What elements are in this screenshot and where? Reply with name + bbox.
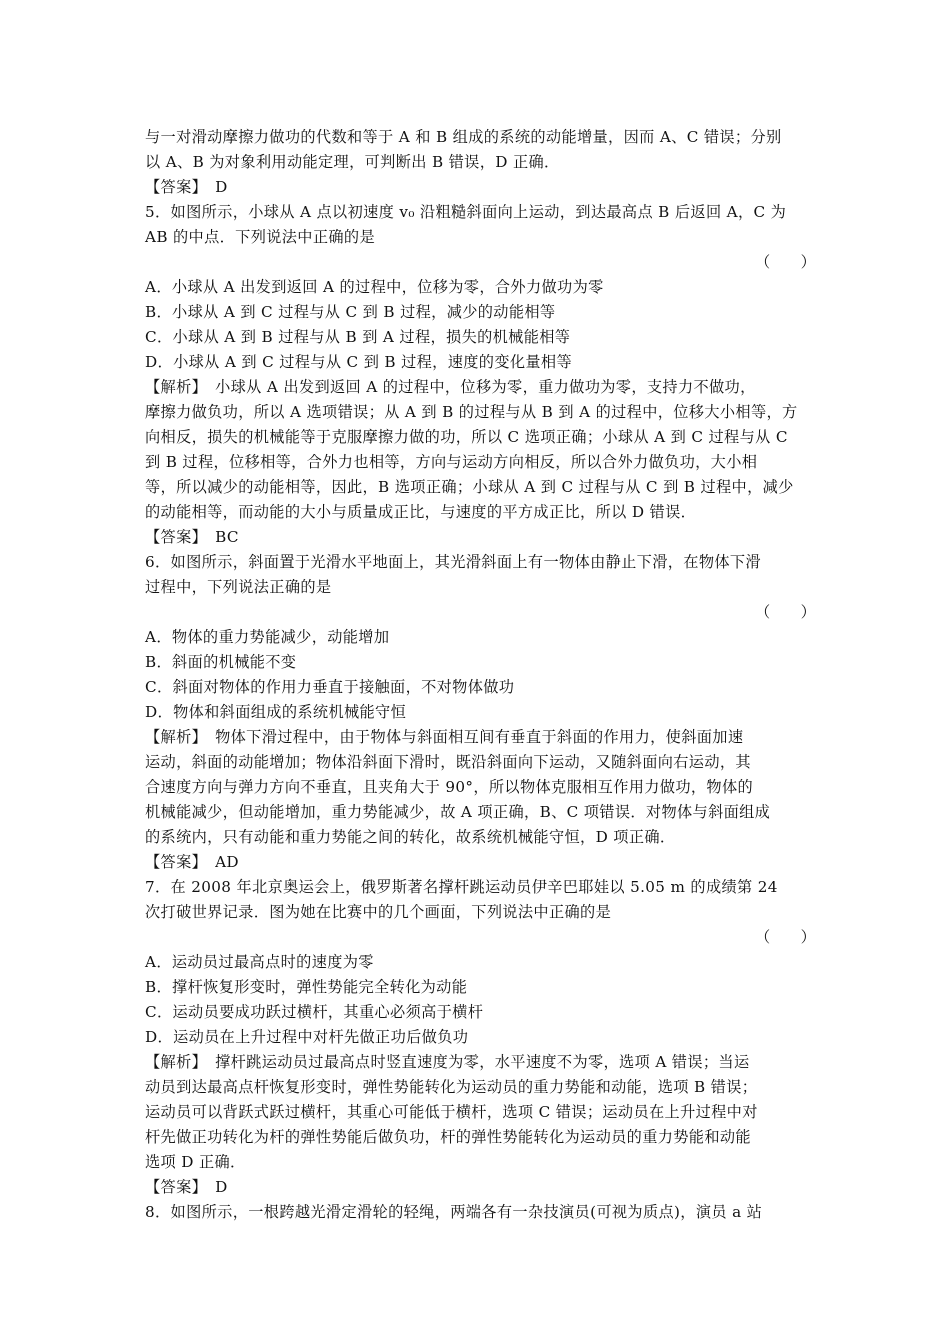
question-6-stem: 6．如图所示，斜面置于光滑水平地面上，其光滑斜面上有一物体由静止下滑，在物体下滑	[145, 553, 761, 571]
option-b: B．撑杆恢复形变时，弹性势能完全转化为动能	[145, 978, 468, 996]
option-d: D．运动员在上升过程中对杆先做正功后做负功	[145, 1028, 469, 1046]
question-5-stem: AB 的中点．下列说法中正确的是	[145, 228, 375, 246]
text-line: 以 A、B 为对象利用动能定理，可判断出 B 错误，D 正确．	[145, 153, 560, 171]
text-line: 与一对滑动摩擦力做功的代数和等于 A 和 B 组成的系统的动能增量，因而 A、C 错误；分别	[145, 128, 782, 146]
explanation-line: 等，所以减少的动能相等，因此，B 选项正确；小球从 A 到 C 过程与从 C 到 B 过程中，减少	[145, 478, 794, 496]
option-b: B．小球从 A 到 C 过程与从 C 到 B 过程，减少的动能相等	[145, 303, 556, 321]
option-a: A．物体的重力势能减少，动能增加	[145, 628, 390, 646]
explanation-line: 合速度方向与弹力方向不垂直，且夹角大于 90°，所以物体克服相互作用力做功，物体的	[145, 778, 754, 796]
explanation-line: 的动能相等，而动能的大小与质量成正比，与速度的平方成正比，所以 D 错误．	[145, 503, 697, 521]
explanation-line: 【解析】 撑杆跳运动员过最高点时竖直速度为零，水平速度不为零，选项 A 错误；当运	[145, 1053, 750, 1071]
explanation-line: 杆先做正功转化为杆的弹性势能后做负功，杆的弹性势能转化为运动员的重力势能和动能	[145, 1128, 751, 1146]
explanation-line: 向相反，损失的机械能等于克服摩擦力做的功，所以 C 选项正确；小球从 A 到 C 过程与从 C	[145, 428, 788, 446]
question-5-stem: 5．如图所示，小球从 A 点以初速度 v₀ 沿粗糙斜面向上运动，到达最高点 B 后返回 A，C 为	[145, 203, 787, 221]
question-7-stem: 次打破世界记录．图为她在比赛中的几个画面，下列说法中正确的是	[145, 903, 612, 921]
answer-blank: （ ）	[755, 928, 816, 946]
option-a: A．运动员过最高点时的速度为零	[145, 953, 374, 971]
question-8-stem: 8．如图所示，一根跨越光滑定滑轮的轻绳，两端各有一杂技演员(可视为质点)，演员 a 站	[145, 1203, 763, 1221]
answer-line: 【答案】 BC	[145, 528, 239, 546]
option-a: A．小球从 A 出发到返回 A 的过程中，位移为零，合外力做功为零	[145, 278, 604, 296]
explanation-line: 动员到达最高点杆恢复形变时，弹性势能转化为运动员的重力势能和动能，选项 B 错误；	[145, 1078, 758, 1096]
answer-line: 【答案】 D	[145, 178, 228, 196]
explanation-line: 【解析】 物体下滑过程中，由于物体与斜面相互间有垂直于斜面的作用力，使斜面加速	[145, 728, 744, 746]
option-c: C．小球从 A 到 B 过程与从 B 到 A 过程，损失的机械能相等	[145, 328, 571, 346]
answer-blank: （ ）	[755, 253, 816, 271]
explanation-line: 运动员可以背跃式跃过横杆，其重心可能低于横杆，选项 C 错误；运动员在上升过程中对	[145, 1103, 758, 1121]
option-b: B．斜面的机械能不变	[145, 653, 297, 671]
answer-blank: （ ）	[755, 603, 816, 621]
question-6-stem: 过程中，下列说法正确的是	[145, 578, 332, 596]
question-7-stem: 7．在 2008 年北京奥运会上，俄罗斯著名撑杆跳运动员伊辛巴耶娃以 5.05 m 的成绩第 24	[145, 878, 778, 896]
explanation-line: 【解析】 小球从 A 出发到返回 A 的过程中，位移为零，重力做功为零，支持力不做功，	[145, 378, 756, 396]
explanation-line: 运动，斜面的动能增加；物体沿斜面下滑时，既沿斜面向下运动，又随斜面向右运动，其	[145, 753, 751, 771]
option-d: D．物体和斜面组成的系统机械能守恒	[145, 703, 407, 721]
explanation-line: 选项 D 正确．	[145, 1153, 246, 1171]
explanation-line: 摩擦力做负功，所以 A 选项错误；从 A 到 B 的过程与从 B 到 A 的过程中，位移大小相等，方	[145, 403, 798, 421]
answer-line: 【答案】 D	[145, 1178, 228, 1196]
option-d: D．小球从 A 到 C 过程与从 C 到 B 过程，速度的变化量相等	[145, 353, 573, 371]
explanation-line: 的系统内，只有动能和重力势能之间的转化，故系统机械能守恒，D 项正确．	[145, 828, 676, 846]
answer-line: 【答案】 AD	[145, 853, 239, 871]
explanation-line: 到 B 过程，位移相等，合外力也相等，方向与运动方向相反，所以合外力做负功，大小相	[145, 453, 758, 471]
option-c: C．斜面对物体的作用力垂直于接触面，不对物体做功	[145, 678, 515, 696]
explanation-line: 机械能减少，但动能增加，重力势能减少，故 A 项正确，B、C 项错误．对物体与斜面组成	[145, 803, 771, 821]
option-c: C．运动员要成功跃过横杆，其重心必须高于横杆	[145, 1003, 484, 1021]
